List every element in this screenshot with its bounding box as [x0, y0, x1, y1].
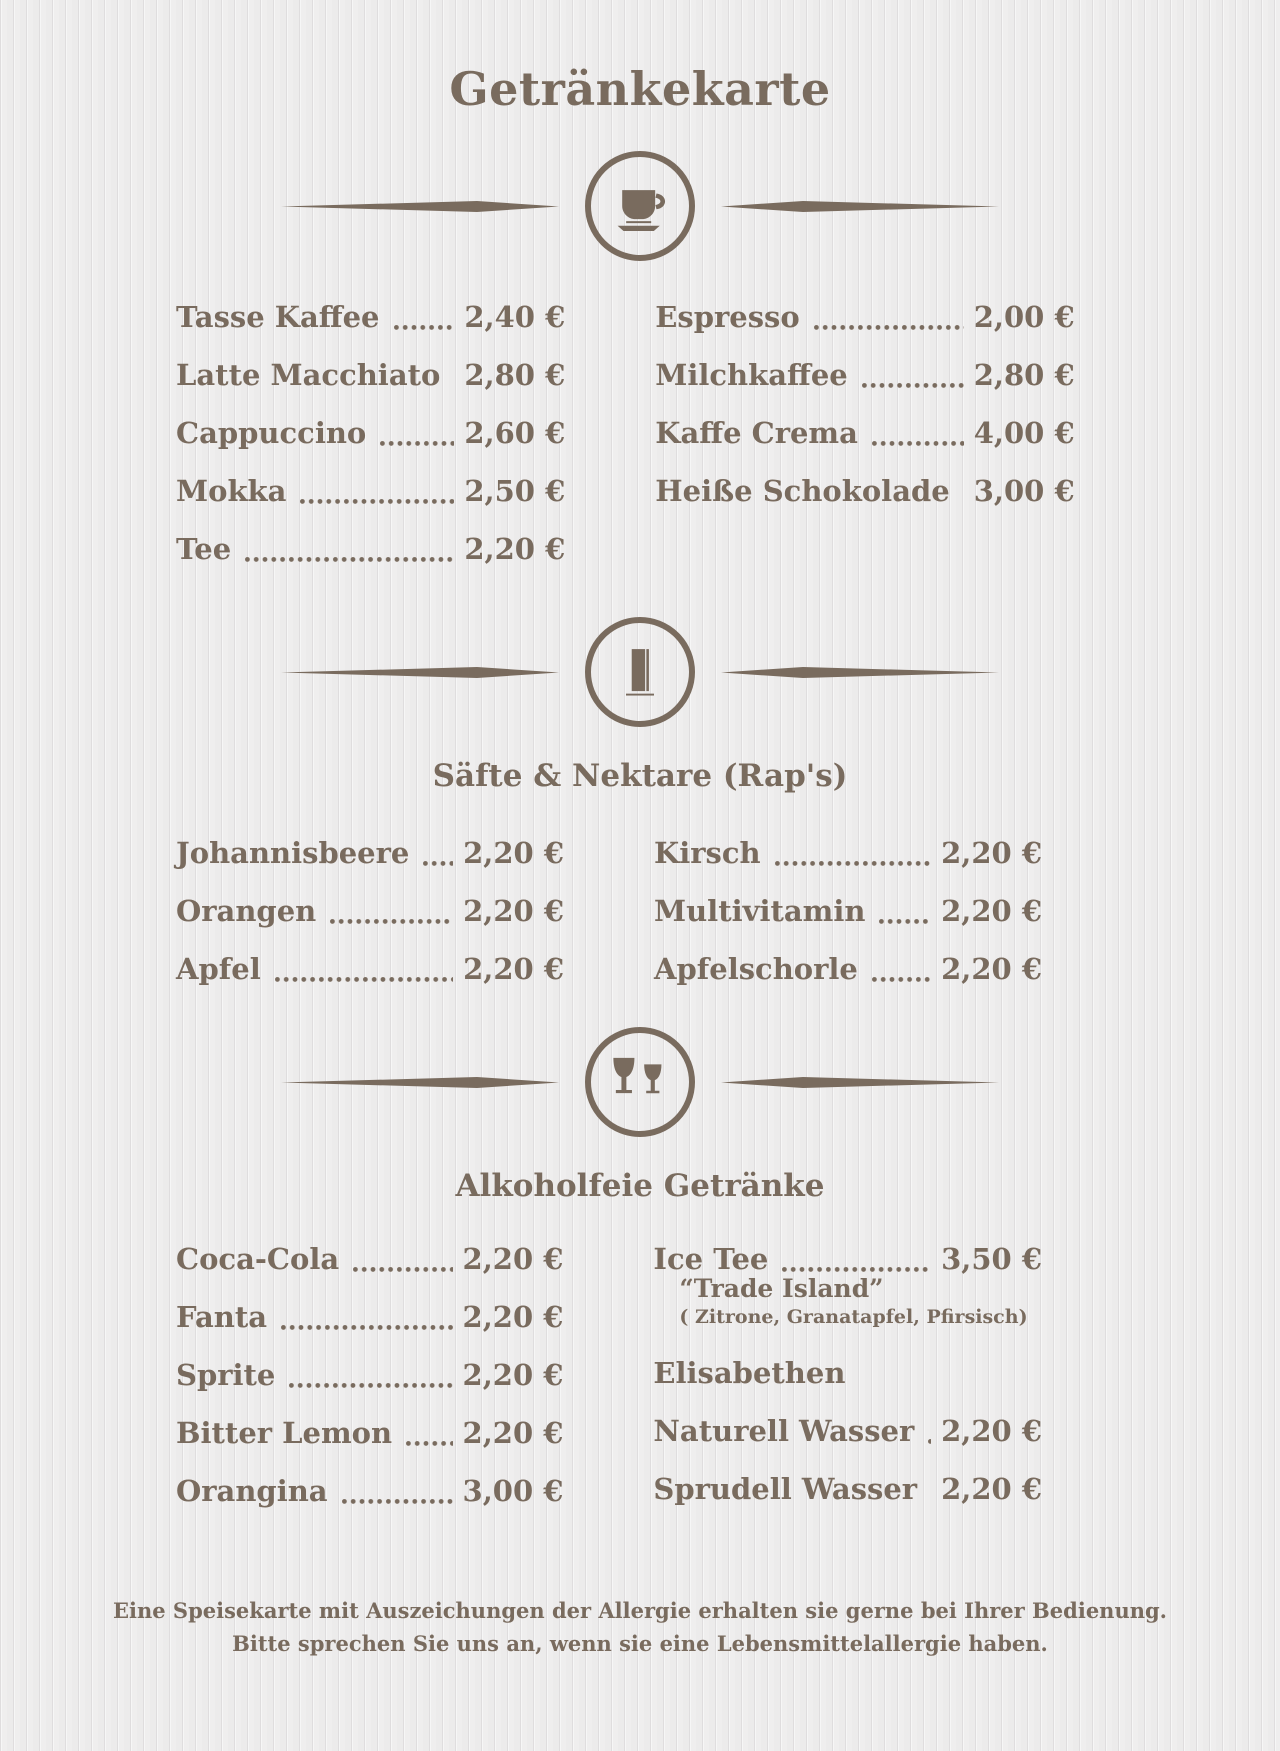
- menu-item: [176, 1346, 563, 1404]
- juice-section: [176, 824, 1042, 998]
- dot-leader: [872, 977, 931, 982]
- allergy-notice-line1: Eine Speisekarte mit Auszeichungen der Allergie erhalten sie gerne bei Ihrer Bedienung.: [113, 1598, 1167, 1623]
- item-name: Johannisbeere: [176, 836, 410, 870]
- dot-leader: [423, 861, 453, 866]
- menu-item: [654, 940, 1042, 998]
- menu-item: [176, 288, 565, 346]
- item-name: Orangina: [176, 1474, 328, 1508]
- item-name: Tee: [176, 532, 232, 566]
- item-name: Multivitamin: [654, 894, 866, 928]
- divider-line-right: [721, 666, 999, 679]
- item-note: [653, 1274, 1042, 1344]
- item-price: 2,20 €: [464, 532, 566, 566]
- item-name: Elisabethen: [653, 1356, 846, 1390]
- item-price: 2,20 €: [462, 1416, 564, 1450]
- page-title: Getränkekarte: [449, 62, 831, 116]
- dot-leader: [342, 1499, 453, 1504]
- section-divider-coffee: [0, 146, 1280, 266]
- coffee-cup-icon: [585, 151, 695, 261]
- item-name: Espresso: [655, 300, 800, 334]
- menu-item: [176, 1404, 563, 1462]
- item-flavors: ( Zitrone, Granatapfel, Pfirsisch): [679, 1306, 1028, 1328]
- item-price: 2,80 €: [464, 358, 566, 392]
- divider-line-left: [281, 1076, 559, 1089]
- section-divider-softdrinks: [0, 1022, 1280, 1142]
- dot-leader: [245, 557, 454, 562]
- divider-line-right: [721, 200, 999, 213]
- menu-item: [176, 462, 565, 520]
- menu-item: [654, 824, 1042, 882]
- item-name: Sprudell Wasser: [653, 1472, 918, 1506]
- menu-item: [176, 346, 565, 404]
- divider-line-left: [281, 200, 559, 213]
- item-name: Kirsch: [654, 836, 761, 870]
- item-name: Cappuccino: [176, 416, 367, 450]
- item-name: Heiße Schokolade: [655, 474, 950, 508]
- item-price: 2,00 €: [973, 300, 1075, 334]
- item-name: Apfelschorle: [654, 952, 858, 986]
- softdrinks-column-right: [653, 1230, 1042, 1520]
- menu-item: [655, 346, 1074, 404]
- juice-glass-icon: [585, 617, 695, 727]
- dot-leader: [814, 325, 964, 330]
- dot-leader: [394, 325, 455, 330]
- dot-leader: [289, 1383, 452, 1388]
- dot-leader: [300, 499, 454, 504]
- menu-item: [176, 520, 565, 578]
- item-price: 2,50 €: [464, 474, 566, 508]
- item-price: 3,50 €: [941, 1242, 1042, 1276]
- item-price: 2,20 €: [941, 894, 1042, 928]
- item-price: 2,60 €: [464, 416, 566, 450]
- dot-leader: [775, 861, 932, 866]
- dot-leader: [406, 1441, 452, 1446]
- section-divider-juice: [0, 612, 1280, 732]
- item-name: Kaffe Crema: [655, 416, 858, 450]
- item-price: 2,20 €: [463, 894, 564, 928]
- menu-item: [653, 1402, 1042, 1460]
- divider-line-left: [281, 666, 559, 679]
- juice-column-right: [654, 824, 1042, 998]
- menu-item: [176, 882, 564, 940]
- item-price: 2,20 €: [941, 1414, 1042, 1448]
- item-name: Sprite: [176, 1358, 276, 1392]
- item-name: Bitter Lemon: [176, 1416, 393, 1450]
- item-price: 2,20 €: [462, 1242, 564, 1276]
- menu-item: [176, 1230, 563, 1288]
- wine-glasses-icon: [585, 1027, 695, 1137]
- item-price: 2,20 €: [462, 1300, 564, 1334]
- divider-line-right: [721, 1076, 999, 1089]
- item-price: 2,20 €: [462, 1358, 564, 1392]
- item-name: Tasse Kaffee: [176, 300, 380, 334]
- item-name: Apfel: [176, 952, 261, 986]
- dot-leader: [380, 441, 454, 446]
- coffee-column-left: [176, 288, 565, 578]
- menu-item: [176, 1288, 563, 1346]
- juice-column-left: [176, 824, 564, 998]
- menu-item: [176, 404, 565, 462]
- item-name: Coca-Cola: [176, 1242, 340, 1276]
- softdrinks-column-left: [176, 1230, 563, 1520]
- coffee-section: [176, 288, 1075, 578]
- item-price: 2,20 €: [941, 1472, 1042, 1506]
- menu-item: [655, 462, 1074, 520]
- item-subtitle: “Trade Island”: [679, 1274, 884, 1303]
- item-price: 2,20 €: [463, 836, 564, 870]
- item-name: Latte Macchiato: [176, 358, 441, 392]
- item-name: Ice Tee: [653, 1242, 769, 1276]
- menu-item: [176, 1462, 563, 1520]
- item-price: 2,40 €: [464, 300, 566, 334]
- item-price: 4,00 €: [973, 416, 1075, 450]
- dot-leader: [872, 441, 964, 446]
- dot-leader: [879, 919, 931, 924]
- item-name: Fanta: [176, 1300, 268, 1334]
- dot-leader: [330, 919, 453, 924]
- menu-item: [176, 940, 564, 998]
- allergy-notice-line2: Bitte sprechen Sie uns an, wenn sie eine Lebensmittelallergie haben.: [232, 1631, 1048, 1656]
- menu-item: [176, 824, 564, 882]
- allergy-notice: [0, 1594, 1280, 1660]
- item-name: Milchkaffee: [655, 358, 848, 392]
- item-name: Naturell Wasser: [653, 1414, 915, 1448]
- item-price: 2,80 €: [973, 358, 1075, 392]
- coffee-column-right: [655, 288, 1074, 578]
- item-price: 2,20 €: [941, 836, 1042, 870]
- dot-leader: [275, 977, 453, 982]
- softdrinks-section: [176, 1230, 1042, 1520]
- dot-leader: [281, 1325, 452, 1330]
- dot-leader: [928, 1439, 931, 1444]
- dot-leader: [353, 1267, 452, 1272]
- item-price: 3,00 €: [462, 1474, 564, 1508]
- item-price: 2,20 €: [463, 952, 564, 986]
- juice-section-heading: Säfte & Nektare (Rap's): [432, 758, 848, 794]
- item-price: 2,20 €: [941, 952, 1042, 986]
- menu-item: [653, 1344, 1042, 1402]
- item-price: 3,00 €: [973, 474, 1075, 508]
- item-name: Mokka: [176, 474, 287, 508]
- softdrinks-section-heading: Alkoholfeie Getränke: [455, 1168, 825, 1204]
- dot-leader: [782, 1267, 931, 1272]
- menu-item: [655, 288, 1074, 346]
- item-name: Orangen: [176, 894, 317, 928]
- menu-item: [653, 1460, 1042, 1518]
- menu-item: [654, 882, 1042, 940]
- dot-leader: [862, 383, 964, 388]
- menu-item: [655, 404, 1074, 462]
